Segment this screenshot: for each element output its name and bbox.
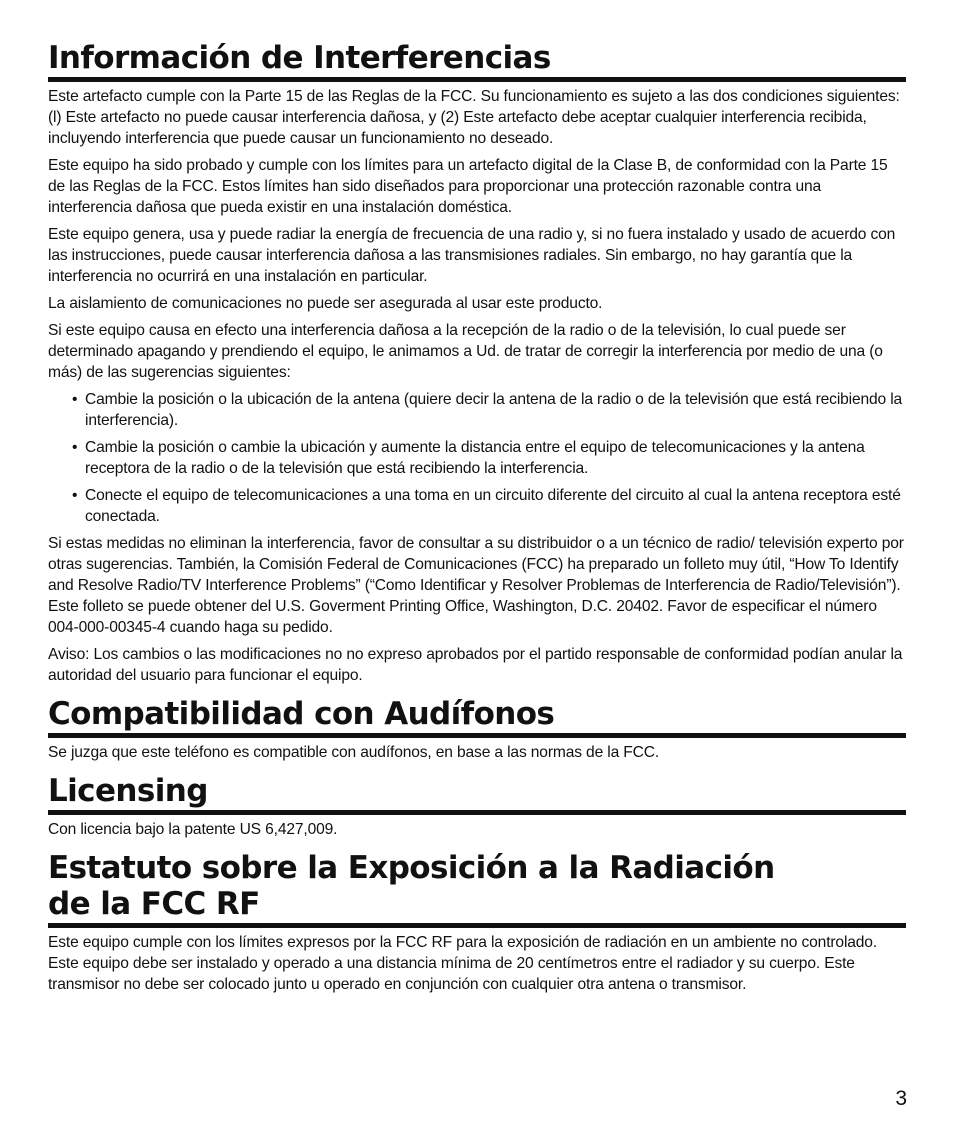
hearing-aid-heading: Compatibilidad con Audífonos (48, 696, 906, 738)
interference-paragraph-2: Este equipo ha sido probado y cumple con los límites para un artefacto digital de la Clase B, de conformidad con la Parte 15 de las Reglas de la FCC. Estos límites han sido diseñados para proporcionar una protección razonable contra una interferencia dañosa que pueda existir en una instalación doméstica. (48, 157, 888, 216)
interference-paragraph-5: Si este equipo causa en efecto una interferencia dañosa a la recepción de la radio o de la televisión, lo cual puede ser determinado apagando y prendiendo el equipo, le animamos a Ud. de tratar de corregir la interferencia por medio de una (o más) de las sugerencias siguientes: (48, 322, 883, 381)
list-item (72, 485, 906, 527)
document-page (48, 40, 906, 1001)
licensing-text: Con licencia bajo la patente US 6,427,009. (48, 821, 338, 838)
list-item-text: Cambie la posición o cambie la ubicación y aumente la distancia entre el equipo de telecomunicaciones y la antena receptora de la radio o de la televisión que está recibiendo la interferencia. (85, 439, 865, 477)
interference-paragraph-3: Este equipo genera, usa y puede radiar la energía de frecuencia de una radio y, si no fuera instalado y usado de acuerdo con las instrucciones, puede causar interferencia dañosa a las transmisiones radiales. Sin embargo, no hay garantía que la interferencia no ocurrirá en una instalación en particular. (48, 226, 896, 285)
rf-exposure-heading (48, 850, 906, 928)
interference-paragraph-1: Este artefacto cumple con la Parte 15 de las Reglas de la FCC. Su funcionamiento es sujeto a las dos condiciones siguientes: (l) Este artefacto no puede causar interferencia dañosa, y (2) Este artefacto debe aceptar cualquier interferencia recibida, incluyendo interferencia que puede causar un funcionamiento no deseado. (48, 88, 900, 147)
interference-notice: Aviso: Los cambios o las modificaciones no no expreso aprobados por el partido responsable de conformidad podían anular la autoridad del usuario para funcionar el equipo. (48, 646, 903, 684)
interference-paragraph-4: La aislamiento de comunicaciones no puede ser asegurada al usar este producto. (48, 295, 603, 312)
licensing-heading: Licensing (48, 773, 906, 815)
bullet-icon: • (72, 487, 78, 504)
rf-exposure-text: Este equipo cumple con los límites expresos por la FCC RF para la exposición de radiación en un ambiente no controlado. Este equipo debe ser instalado y operado a una distancia mínima de 20 centímetros entre el radiador y su cuerpo. Este transmisor no debe ser colocado junto u operado en conjunción con cualquier otra antena o transmisor. (48, 934, 878, 993)
interference-heading: Información de Interferencias (48, 40, 906, 82)
page-number: 3 (895, 1087, 907, 1110)
list-item-text: Conecte el equipo de telecomunicaciones a una toma en un circuito diferente del circuito al cual la antena receptora esté conectada. (85, 487, 901, 525)
suggestions-list (48, 389, 906, 527)
rf-exposure-heading-line-1: Estatuto sobre la Exposición a la Radiación (48, 850, 775, 886)
rf-exposure-heading-line-2: de la FCC RF (48, 886, 260, 922)
interference-paragraph-6: Si estas medidas no eliminan la interferencia, favor de consultar a su distribuidor o a un técnico de radio/ televisión experto por otras sugerencias. También, la Comisión Federal de Comunicaciones (FCC) ha preparado un folleto muy útil, “How To Identify and Resolve Radio/TV Interference Problems” (“Como Identificar y Resolver Problemas de Interferencia de Radio/Televisión”). Este folleto se puede obtener del U.S. Goverment Printing Office, Washington, D.C. 20402. Favor de especificar el número 004-000-00345-4 cuando haga su pedido. (48, 535, 904, 636)
bullet-icon: • (72, 391, 78, 408)
bullet-icon: • (72, 439, 78, 456)
hearing-aid-text: Se juzga que este teléfono es compatible con audífonos, en base a las normas de la FCC. (48, 744, 660, 761)
list-item (72, 437, 906, 479)
list-item-text: Cambie la posición o la ubicación de la antena (quiere decir la antena de la radio o de la televisión que está recibiendo la interferencia). (85, 391, 903, 429)
list-item (72, 389, 906, 431)
